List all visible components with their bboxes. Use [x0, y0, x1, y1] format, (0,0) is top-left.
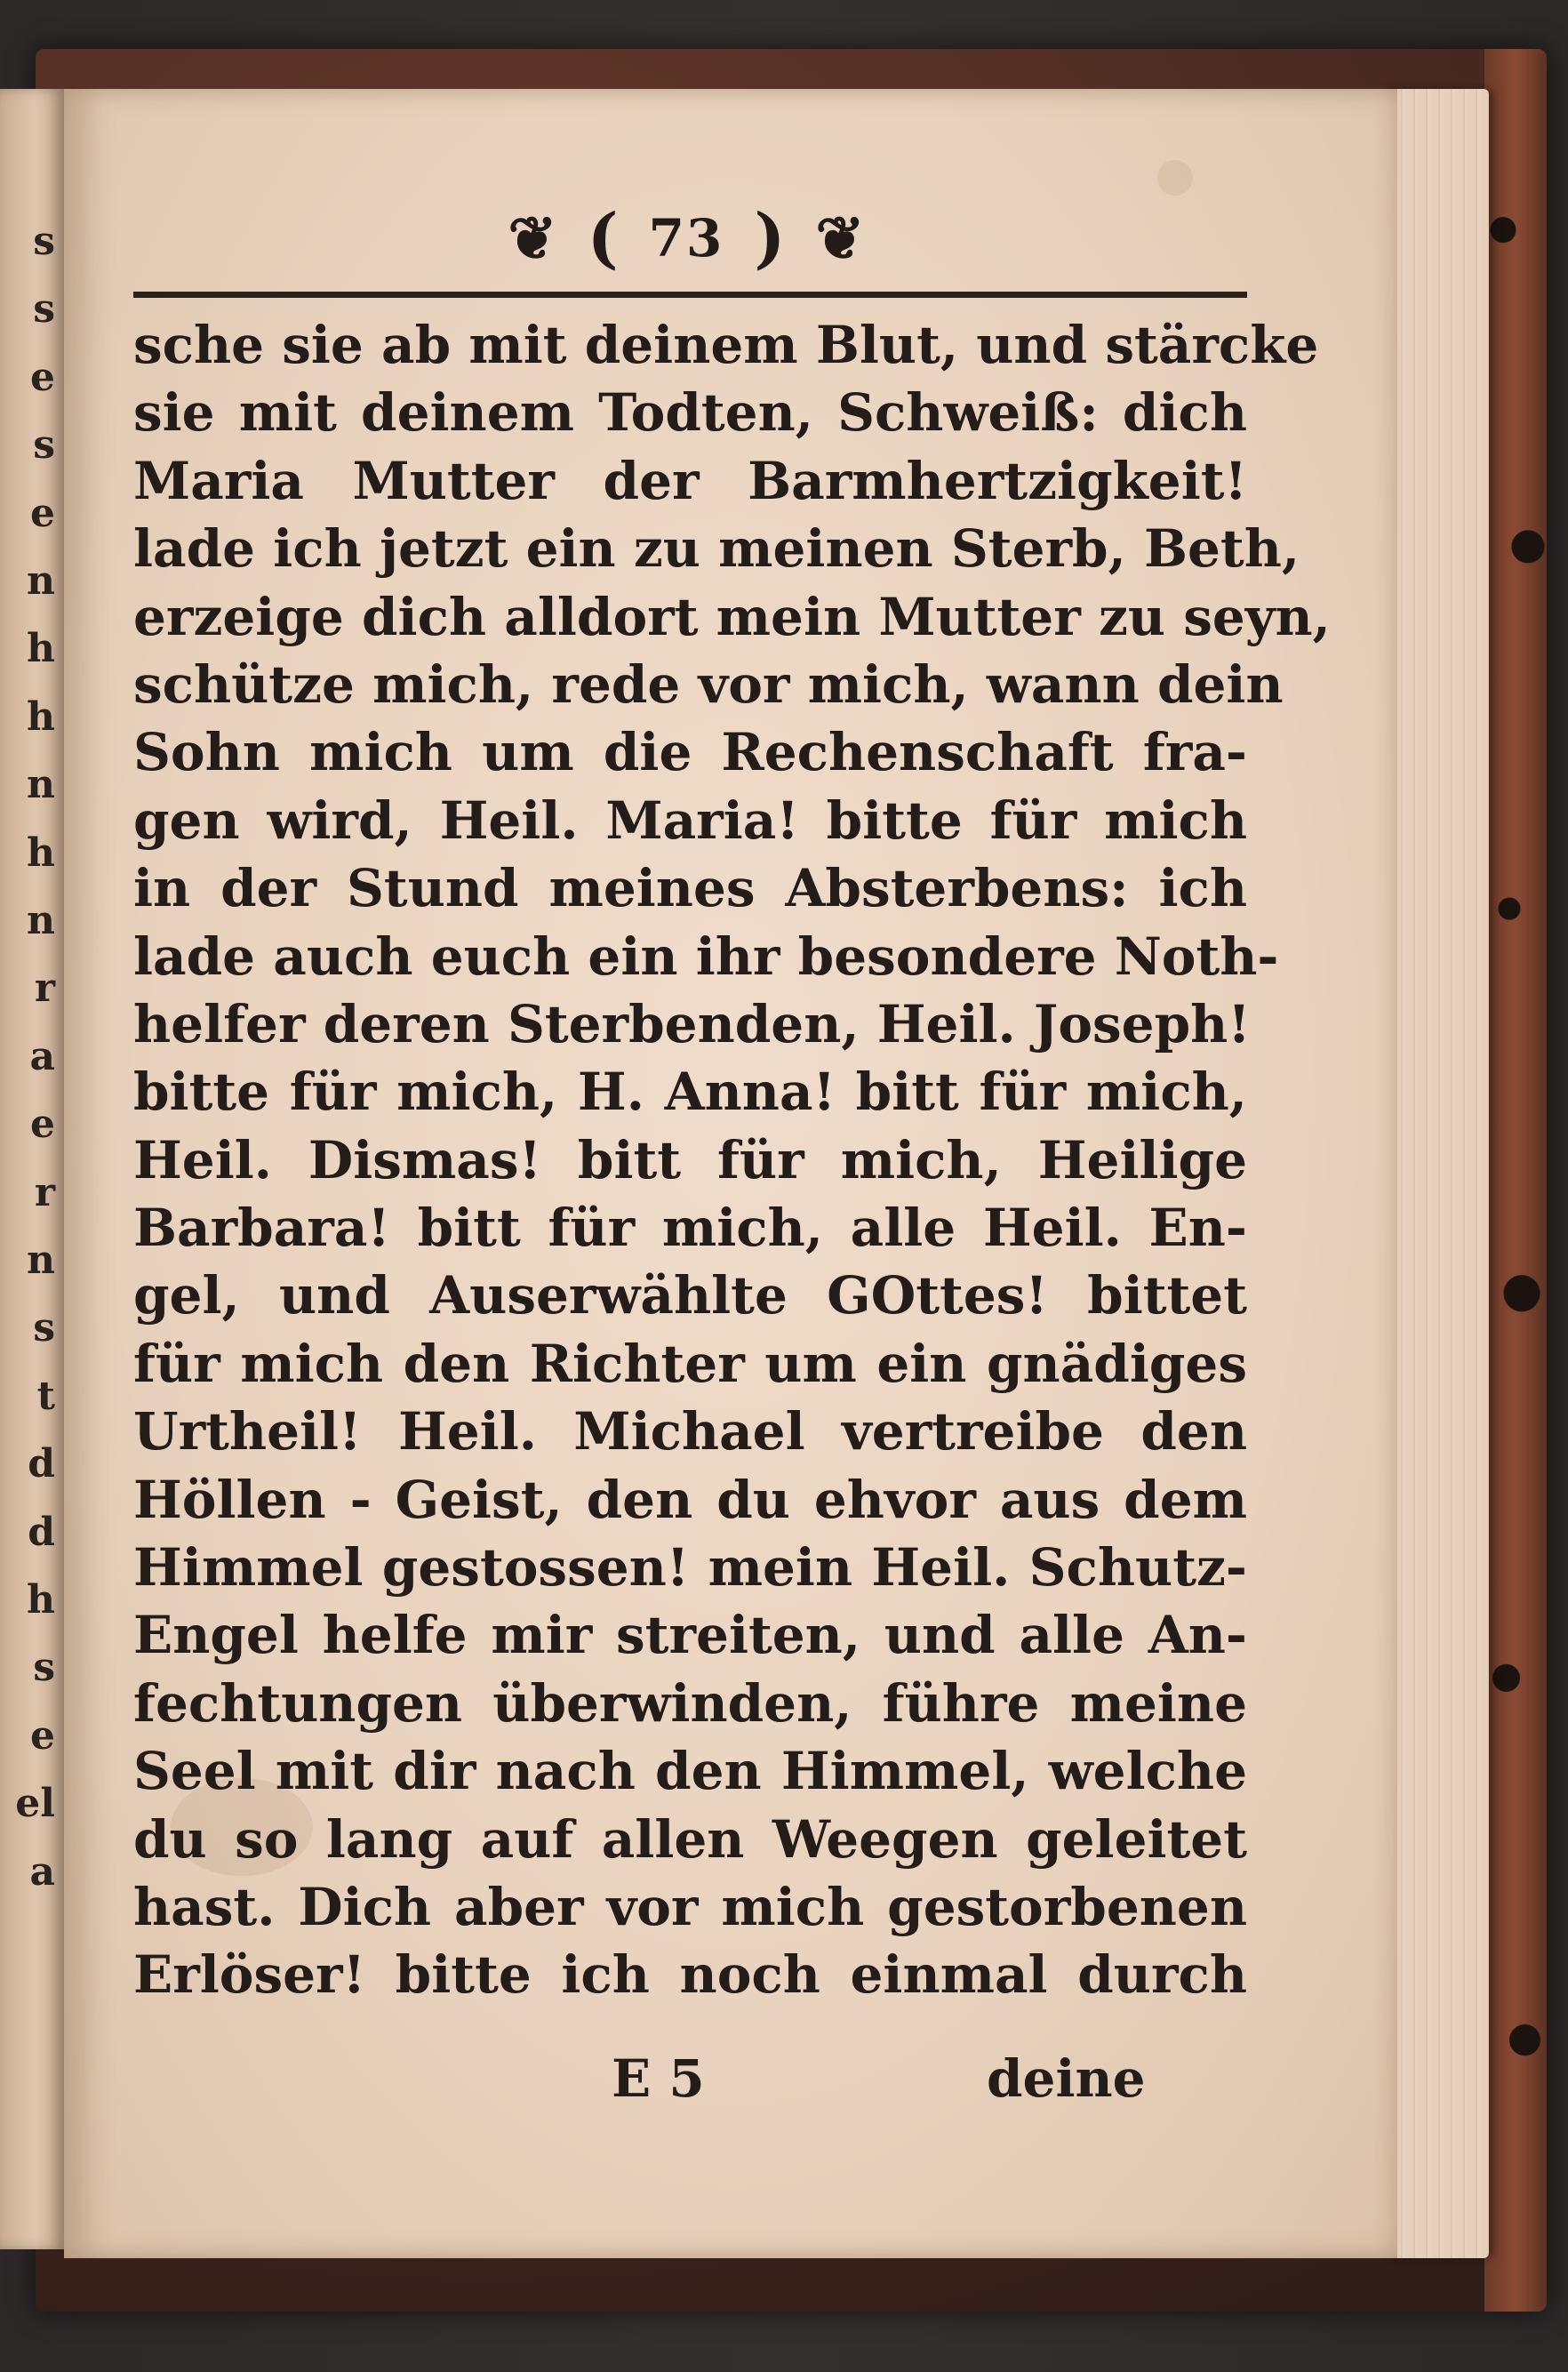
text-line: Höllen - Geist, den du ehvor aus dem	[133, 1469, 1247, 1530]
header-rule	[133, 292, 1247, 298]
signature-mark: E 5	[612, 2048, 705, 2109]
fleuron-left-icon: ❦	[508, 204, 557, 273]
previous-page-fragment: n	[27, 1238, 55, 1283]
text-line: bitte für mich, H. Anna! bitt für mich,	[133, 1062, 1247, 1123]
previous-page-fragment: a	[29, 1033, 55, 1079]
text-line: lade ich jetzt ein zu meinen Sterb, Beth,	[133, 518, 1300, 580]
paren-close: )	[754, 200, 786, 276]
previous-page-fragment: r	[34, 1169, 55, 1215]
previous-page-fragment: el	[15, 1781, 55, 1827]
previous-page-fragment: d	[28, 1509, 55, 1555]
text-line: Barbara! bitt für mich, alle Heil. En-	[133, 1198, 1247, 1259]
text-line: helfer deren Sterbenden, Heil. Joseph!	[133, 993, 1251, 1054]
text-line: Maria Mutter der Barmhertzigkeit!	[133, 450, 1247, 511]
text-line: Seel mit dir nach den Himmel, welche	[133, 1741, 1247, 1802]
catchword: deine	[987, 2048, 1146, 2109]
previous-page-fragment: e	[30, 1712, 55, 1759]
text-line: Engel helfe mir streiten, und alle An-	[133, 1605, 1247, 1666]
text-line: in der Stund meines Absterbens: ich	[133, 858, 1247, 919]
body-text	[133, 311, 1331, 2009]
previous-page-fragment: h	[27, 829, 55, 876]
text-line: für mich den Richter um ein gnädiges	[133, 1333, 1247, 1394]
previous-page-fragment: s	[33, 422, 55, 469]
previous-page-fragment: e	[30, 354, 55, 400]
previous-page-fragment: a	[29, 1848, 55, 1895]
page-number: 73	[648, 208, 724, 268]
page-edges	[1382, 89, 1489, 2258]
text-line: Himmel gestossen! mein Heil. Schutz-	[133, 1537, 1247, 1599]
paren-open: (	[587, 200, 619, 276]
previous-page-fragment: n	[27, 558, 55, 604]
previous-page-fragment: e	[30, 1102, 55, 1148]
previous-page-fragment: t	[36, 1373, 55, 1419]
text-line: hast. Dich aber vor mich gestorbenen	[133, 1876, 1247, 1937]
previous-page-fragment: h	[27, 1577, 55, 1623]
book-page	[64, 89, 1397, 2258]
marbled-edge	[1484, 49, 1547, 2312]
previous-page-edge	[0, 89, 64, 2249]
text-line: gel, und Auserwählte GOttes! bittet	[133, 1265, 1247, 1326]
text-line: sie mit deinem Todten, Schweiß: dich	[133, 382, 1247, 444]
text-line: lade auch euch ein ihr besondere Noth-	[133, 926, 1279, 987]
fleuron-right-icon: ❦	[815, 204, 865, 273]
previous-page-fragment: s	[33, 1645, 55, 1691]
previous-page-fragment: h	[27, 693, 55, 740]
previous-page-fragment: e	[30, 490, 55, 536]
previous-page-fragment: r	[34, 966, 55, 1012]
text-line: Urtheil! Heil. Michael vertreibe den	[133, 1401, 1247, 1462]
text-line: Erlöser! bitte ich noch einmal durch	[133, 1944, 1247, 2006]
text-line: Sohn mich um die Rechenschaft fra-	[133, 722, 1247, 783]
previous-page-fragment: s	[33, 286, 55, 333]
text-line: sche sie ab mit deinem Blut, und stärcke	[133, 315, 1319, 375]
paper-stain	[1157, 160, 1193, 196]
previous-page-fragment: s	[33, 1305, 55, 1351]
previous-page-fragment: d	[28, 1441, 55, 1487]
text-line: schütze mich, rede vor mich, wann dein	[133, 653, 1284, 715]
text-line: Heil. Dismas! bitt für mich, Heilige	[133, 1129, 1247, 1190]
text-line: fechtungen überwinden, führe meine	[133, 1672, 1247, 1734]
text-line: erzeige dich alldort mein Mutter zu seyn,	[133, 586, 1331, 647]
previous-page-fragment: n	[27, 762, 55, 808]
text-line: du so lang auf allen Weegen geleitet	[133, 1808, 1247, 1870]
previous-page-fragment: s	[33, 219, 55, 264]
text-line: gen wird, Heil. Maria! bitte für mich	[133, 789, 1247, 851]
previous-page-fragment: h	[27, 626, 55, 672]
previous-page-fragment: n	[27, 898, 55, 943]
page-header	[375, 194, 997, 283]
